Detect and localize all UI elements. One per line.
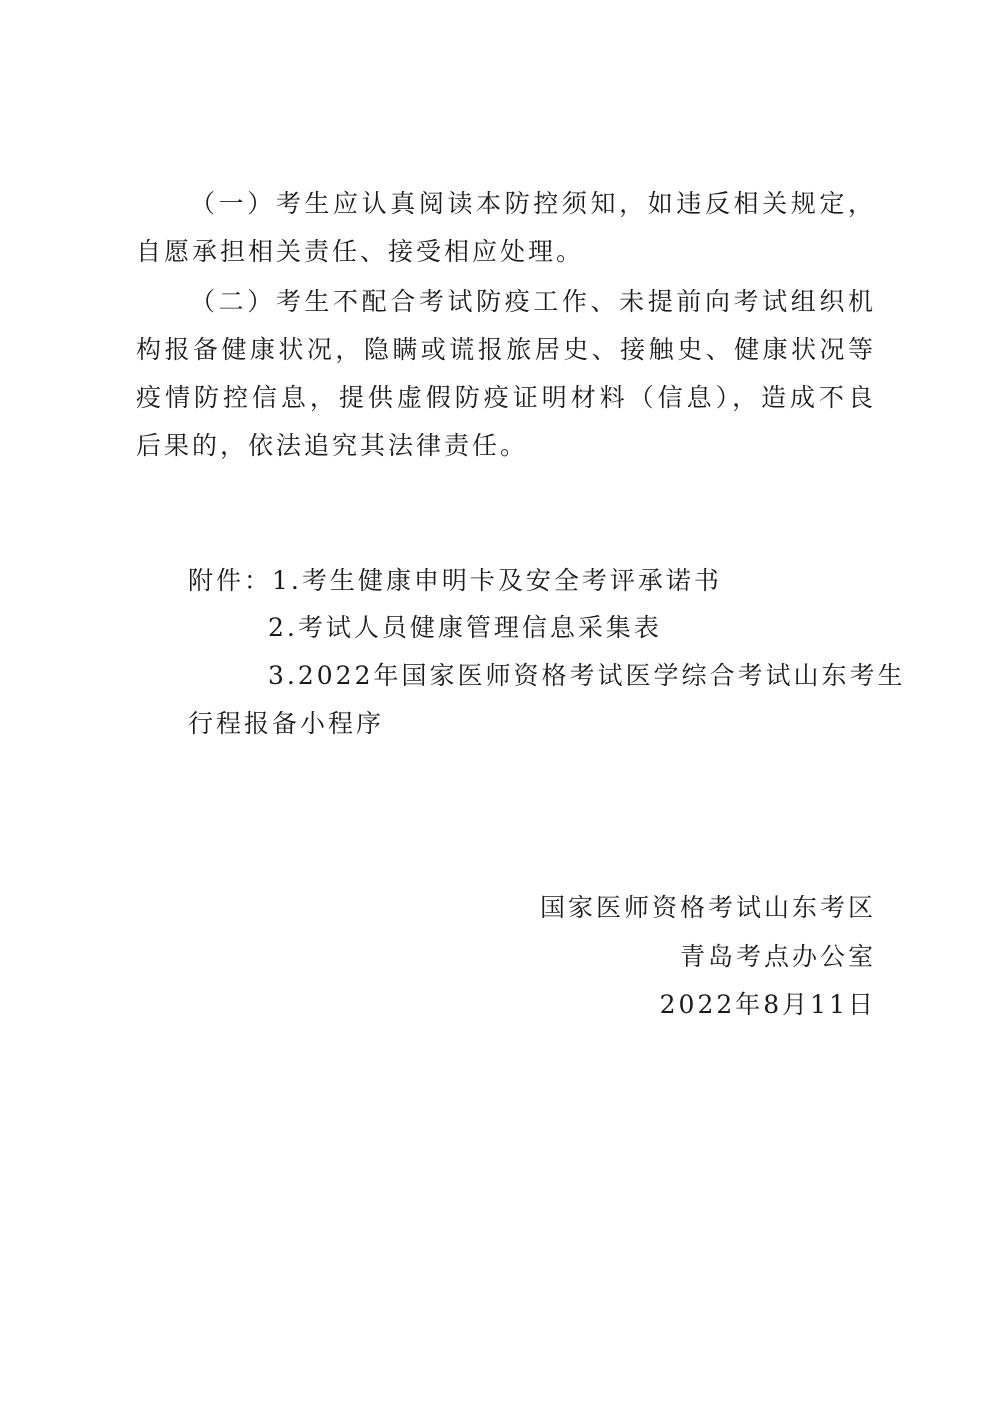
paragraph-1: （一）考生应认真阅读本防控须知，如违反相关规定，自愿承担相关责任、接受相应处理。 bbox=[136, 189, 876, 266]
signature-office: 青岛考点办公室 bbox=[679, 942, 876, 971]
attachment-line-2: 2.考试人员健康管理信息采集表 bbox=[268, 613, 662, 642]
paragraph-2: （二）考生不配合考试防疫工作、未提前向考试组织机构报备健康状况，隐瞒或谎报旅居史、接触史、健康状况等疫情防控信息，提供虚假防疫证明材料（信息），造成不良后果的，依法追究其法律责任。 bbox=[136, 287, 876, 460]
attachment-line-1: 附件：1.考生健康申明卡及安全考评承诺书 bbox=[188, 566, 722, 595]
signature-organization: 国家医师资格考试山东考区 bbox=[539, 893, 876, 922]
attachment-line-3: 3.2022年国家医师资格考试医学综合考试山东考生 bbox=[268, 661, 906, 690]
attachment-line-3-continued: 行程报备小程序 bbox=[188, 709, 385, 738]
signature-date: 2022年8月11日 bbox=[659, 990, 876, 1019]
